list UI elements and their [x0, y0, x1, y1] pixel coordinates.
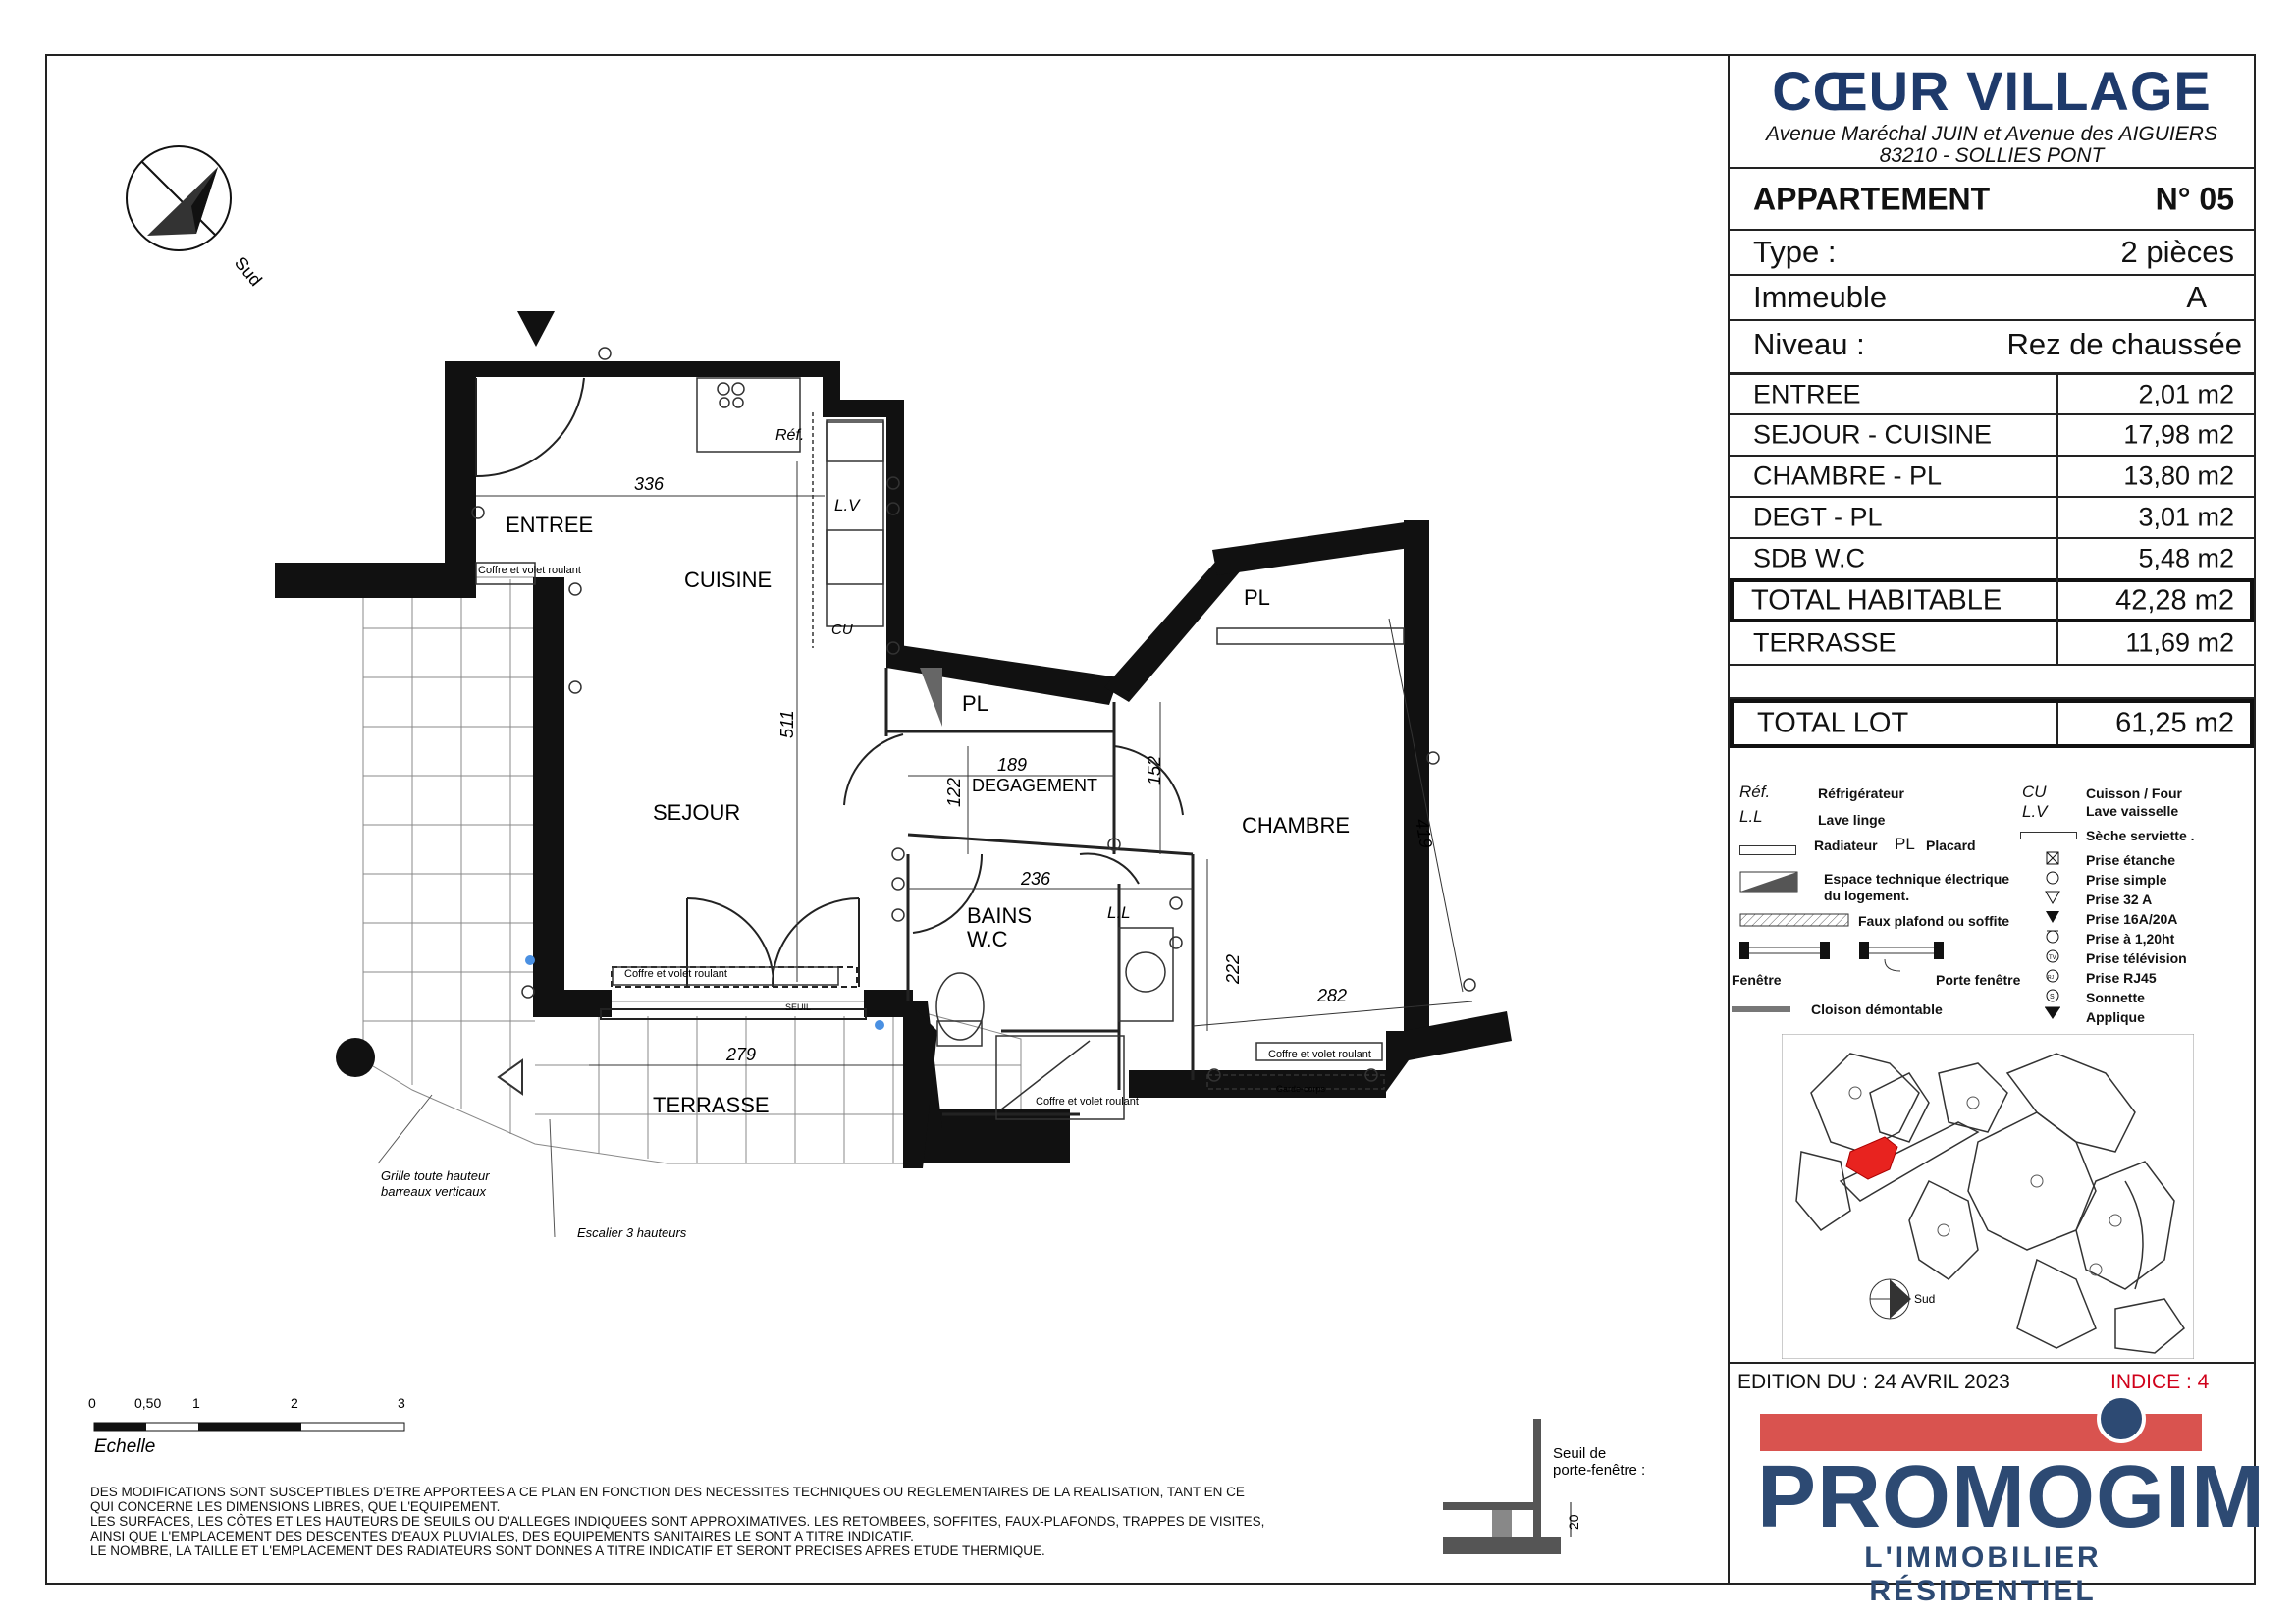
kitchen-units: [697, 378, 899, 654]
type-label: Type :: [1753, 235, 1837, 269]
dim-336: 336: [634, 474, 665, 494]
area-row: [1730, 372, 2254, 413]
dim-511: 511: [777, 710, 797, 738]
ref-label: Réf.: [775, 427, 805, 444]
garde-corps-label: Garde-corps: [1276, 1084, 1326, 1094]
room-pl-degagement: PL: [962, 691, 988, 716]
area-row: [1730, 496, 2254, 537]
legend-ref: Réfrigérateur: [1818, 785, 1904, 801]
disclaimer-line: LE NOMBRE, LA TAILLE ET L'EMPLACEMENT DES RADIATEURS SONT DONNES A TITRE INDICATIF ET SERONT PRECISES APRES ETUDE THERMIQUE.: [90, 1543, 1045, 1558]
seuil-label: SEUIL: [785, 1002, 812, 1012]
total-habitable-row: [1730, 578, 2254, 622]
coffre-label-1: Coffre et volet roulant: [478, 565, 581, 576]
scale-tick-0: 0: [88, 1395, 96, 1411]
level-value: Rez de chaussée: [2006, 327, 2242, 361]
legend-lv-abbr: L.V: [2022, 802, 2048, 821]
logo-tagline: L'IMMOBILIER RÉSIDENTIEL: [1864, 1542, 2102, 1607]
patio-door-icon: [1855, 940, 1953, 973]
project-title: CŒUR VILLAGE: [1772, 60, 2212, 122]
legend-placard: Placard: [1926, 838, 1976, 853]
minimap-sud-label: Sud: [1914, 1292, 1936, 1306]
scale-tick-1: 1: [192, 1395, 200, 1411]
level-label: Niveau :: [1753, 327, 1865, 361]
disclaimer-line: QUI CONCERNE LES DIMENSIONS LIBRES, QUE L'EQUIPEMENT.: [90, 1499, 501, 1514]
threshold-detail: [1443, 1419, 1571, 1554]
edition-indice: INDICE : 4: [2110, 1371, 2210, 1393]
logo-name: PROMOGIM: [1757, 1448, 2266, 1546]
total-lot-row: [1730, 699, 2254, 748]
room-entree: ENTREE: [506, 513, 594, 537]
legend-seche: Sèche serviette .: [2086, 828, 2195, 843]
seuil-note-1: Seuil de: [1553, 1445, 1607, 1462]
scale-tick-2: 2: [291, 1395, 298, 1411]
towel-dryer-icon: [2020, 832, 2077, 839]
room-terrasse: TERRASSE: [653, 1093, 770, 1117]
project-address-1: Avenue Maréchal JUIN et Avenue des AIGUIERS: [1766, 123, 2217, 145]
dim-122: 122: [944, 777, 964, 807]
legend-cloison: Cloison démontable: [1811, 1001, 1943, 1017]
legend-cuisson: Cuisson / Four: [2086, 785, 2182, 801]
disclaimer-line: DES MODIFICATIONS SONT SUSCEPTIBLES D'ETRE APPORTEES A CE PLAN EN FONCTION DES NECESSITES TECHNIQUES OU REGLEMENTAIRES DE LA REALISATION, TANT EN CE: [90, 1485, 1245, 1499]
drain-pipe-icon: [336, 1038, 375, 1077]
area-row: [1730, 413, 2254, 455]
radiator-icon: [1739, 845, 1796, 855]
apartment-label: APPARTEMENT: [1753, 181, 1991, 216]
svg-text:TV: TV: [2049, 955, 2056, 961]
divider: [1730, 1362, 2254, 1364]
room-bains: BAINS: [967, 903, 1033, 928]
empty-row: [1730, 664, 2254, 699]
legend-fenetre: Fenêtre: [1732, 972, 1782, 988]
legend-pl-abbr: PL: [1895, 835, 1915, 853]
area-value: 5,48 m2: [2138, 543, 2234, 573]
window-icon: [1735, 940, 1834, 969]
legend-prise: Prise simple: [2086, 872, 2167, 888]
area-room: DEGT - PL: [1753, 502, 1883, 532]
total-lot-label: TOTAL LOT: [1757, 707, 1909, 739]
logo-dot: [2097, 1394, 2146, 1443]
terrasse-value: 11,69 m2: [2125, 627, 2234, 658]
site-minimap: [1782, 1034, 2194, 1359]
disclaimer: [90, 1485, 1396, 1558]
legend-cu-abbr: CU: [2022, 783, 2047, 801]
area-room: ENTREE: [1753, 379, 1861, 408]
apartment-number: N° 05: [2155, 181, 2234, 216]
room-sejour: SEJOUR: [653, 800, 741, 825]
room-chambre: CHAMBRE: [1242, 813, 1351, 838]
coffre-label-3: Coffre et volet roulant: [1036, 1096, 1139, 1108]
room-wc: W.C: [967, 927, 1008, 951]
outlet-icons: [2042, 850, 2063, 1027]
hall-doors: [844, 668, 1183, 933]
dim-222: 222: [1223, 953, 1243, 984]
leader-line: [378, 1095, 432, 1163]
entry-door: [476, 378, 584, 476]
seuil-note-2: porte-fenêtre :: [1553, 1462, 1646, 1479]
building-value: A: [2186, 280, 2207, 314]
legend-prise: Prise 32 A: [2086, 892, 2153, 907]
dimension-labels: [634, 474, 1436, 1064]
dim-282: 282: [1317, 986, 1348, 1005]
technical-space-icon: [1739, 871, 1798, 894]
area-row: [1730, 537, 2254, 578]
light-point-icon: [875, 1020, 884, 1030]
entrance-arrow-icon: [517, 311, 555, 347]
building-row: [1730, 274, 2254, 319]
total-lot-value: 61,25 m2: [2115, 707, 2234, 739]
grille-label-2: barreaux verticaux: [381, 1184, 486, 1199]
legend-ll: Lave linge: [1818, 812, 1886, 828]
type-row: [1730, 229, 2254, 274]
total-habitable-value: 42,28 m2: [2115, 584, 2234, 616]
compass-sud-label: Sud: [230, 252, 266, 291]
total-habitable-label: TOTAL HABITABLE: [1751, 584, 2002, 616]
svg-text:RJ: RJ: [2048, 975, 2055, 981]
leader-line: [550, 1119, 555, 1237]
ll-label: L.L: [1107, 903, 1131, 922]
area-value: 2,01 m2: [2138, 379, 2234, 408]
legend-prise: Prise à 1,20ht: [2086, 931, 2175, 947]
type-value: 2 pièces: [2120, 235, 2234, 269]
room-pl-chambre: PL: [1244, 585, 1270, 610]
grille-label-1: Grille toute hauteur: [381, 1168, 490, 1183]
dim-279: 279: [726, 1045, 757, 1064]
lv-label: L.V: [834, 496, 860, 514]
scale-label: Echelle: [94, 1436, 156, 1457]
dim-152: 152: [1145, 755, 1164, 785]
light-point-icon: [525, 955, 535, 965]
cu-label: CU: [831, 622, 853, 638]
legend-prise: Applique: [2086, 1009, 2145, 1025]
building-label: Immeuble: [1753, 280, 1888, 314]
area-value: 3,01 m2: [2138, 502, 2234, 532]
room-cuisine: CUISINE: [684, 568, 773, 592]
disclaimer-line: LES SURFACES, LES CÔTES ET LES HAUTEURS DE SEUILS OU D'ALLEGES INDIQUEES SONT APPROXIMATIVES. LES RETOMBEES, SOFFITES, FAUX-PLAFONDS, TRAPPES DE VISITES,: [90, 1514, 1265, 1529]
area-row: [1730, 455, 2254, 496]
compass: [127, 146, 266, 290]
coffre-label-4: Coffre et volet roulant: [1268, 1049, 1371, 1060]
legend-prise: Prise 16A/20A: [2086, 911, 2178, 927]
legend-porte-fenetre: Porte fenêtre: [1936, 972, 2021, 988]
terrasse-row: [1730, 622, 2254, 664]
edition-date: EDITION DU : 24 AVRIL 2023: [1737, 1371, 2010, 1393]
legend-radiateur: Radiateur: [1814, 838, 1878, 853]
legend-prise: Prise télévision: [2086, 950, 2187, 966]
legend-espace: Espace technique électrique du logement.: [1824, 871, 2010, 903]
coffre-label-2: Coffre et volet roulant: [624, 968, 727, 980]
svg-text:S: S: [2050, 994, 2055, 1001]
scale-bar: [88, 1395, 405, 1457]
project-header: [1728, 59, 2256, 167]
dim-419: 419: [1412, 817, 1436, 850]
scale-tick-050: 0,50: [134, 1395, 162, 1411]
project-address-2: 83210 - SOLLIES PONT: [1879, 144, 2105, 167]
area-value: 17,98 m2: [2123, 419, 2234, 450]
legend-prise: Prise RJ45: [2086, 970, 2157, 986]
level-row: [1730, 319, 2254, 368]
legend-lave-vaisselle: Lave vaisselle: [2086, 803, 2179, 819]
legend-prise: Prise étanche: [2086, 852, 2176, 868]
dim-189: 189: [997, 755, 1028, 775]
area-room: SEJOUR - CUISINE: [1753, 419, 1993, 450]
disclaimer-line: AINSI QUE L'EMPLACEMENT DES DESCENTES D'EAUX PLUVIALES, DES EQUIPEMENTS SANITAIRES LE SONT A TITRE INDICATIF.: [90, 1529, 914, 1543]
legend-faux: Faux plafond ou soffite: [1858, 913, 2009, 929]
scale-tick-3: 3: [398, 1395, 405, 1411]
legend-prise: Sonnette: [2086, 990, 2145, 1005]
legend-ref-abbr: Réf.: [1739, 783, 1771, 801]
removable-partition-icon: [1732, 1006, 1790, 1012]
seuil-dim: 20: [1566, 1514, 1581, 1530]
escalier-label: Escalier 3 hauteurs: [577, 1225, 687, 1240]
table-divider: [2056, 703, 2058, 744]
area-room: SDB W.C: [1753, 543, 1866, 573]
area-value: 13,80 m2: [2123, 460, 2234, 491]
legend-ll-abbr: L.L: [1739, 807, 1763, 826]
apartment-row: [1730, 167, 2254, 229]
table-divider: [2056, 372, 2058, 664]
dim-236: 236: [1021, 869, 1051, 889]
terrasse-label: TERRASSE: [1753, 627, 1896, 658]
area-room: CHAMBRE - PL: [1753, 460, 1943, 491]
room-degagement: DEGAGEMENT: [972, 776, 1098, 795]
false-ceiling-icon: [1739, 913, 1849, 927]
